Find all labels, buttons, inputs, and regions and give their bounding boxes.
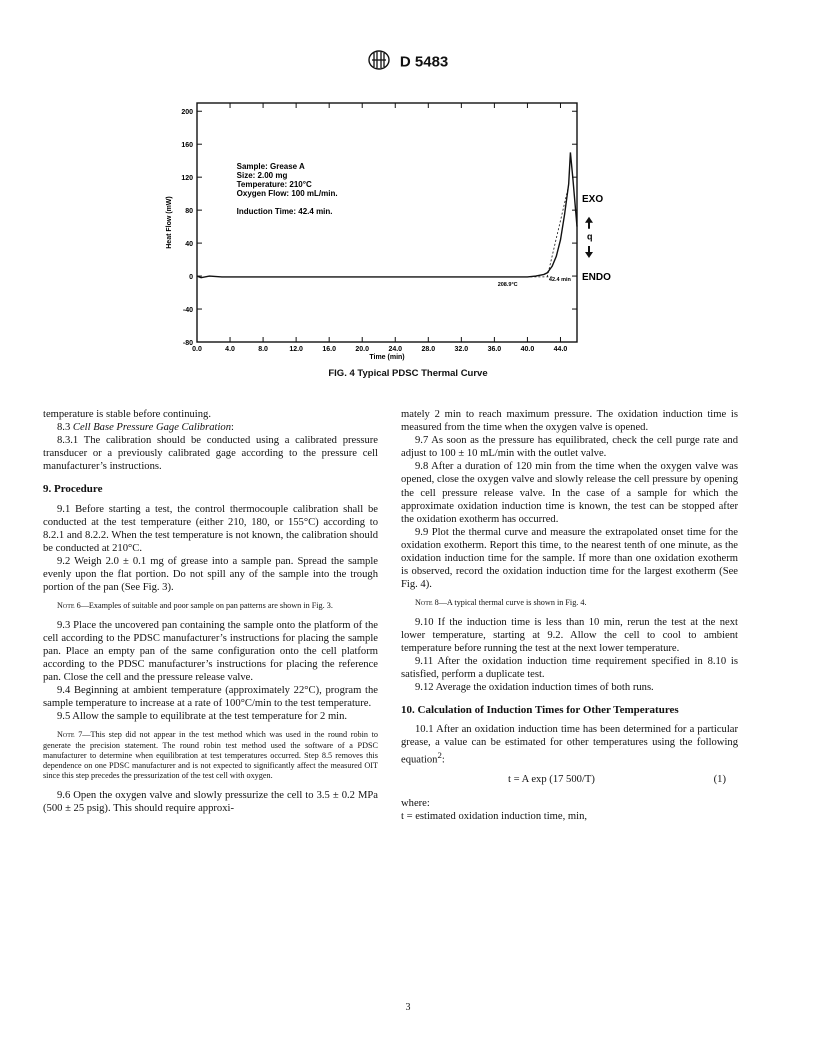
y-tick-label: -80	[182, 340, 193, 347]
x-tick-label: 24.0	[388, 346, 403, 353]
paragraph: 9.9 Plot the thermal curve and measure the extrapolated onset time for the oxidation exotherm. Report this time, to the nearest tenth of one minute, as the oxidation induction time for the sample. If more than one oxidation exotherm is observed, record the oxidation induction time for the largest exotherm (See Fig. 4).	[401, 526, 738, 591]
astm-logo-icon	[368, 50, 390, 74]
paragraph: 9.8 After a duration of 120 min from the time when the oxygen valve was opened, close the oxygen valve and slowly release the cell pressure by opening the cell pressure release valve. In the case of a sample for which the approximate oxidation induction time is known, the test can be stopped after the oxidation exotherm has occurred.	[401, 461, 738, 525]
where-label: where:	[401, 798, 430, 810]
equation-text: t = A exp (17 500/T)	[508, 774, 595, 786]
paragraph: mately 2 min to reach maximum pressure. The oxidation induction time is measured from the time when the oxygen valve is opened.	[401, 409, 738, 434]
figure-caption: FIG. 4 Typical PDSC Thermal Curve	[328, 368, 488, 379]
note: Note 7—This step did not appear in the test method which was used in the round robin to generate the precision statement. The round robin test method used the software of a PDSC manufacturer to determine when equilibration at test temperatures occurred. Step 8.5 removes this dependence on one PDSC manufacturer and is not expected to significantly affect the measured OIT since this step precedes the pressurization of the test cell with oxygen.	[43, 730, 378, 781]
endo-label: ENDO	[582, 272, 611, 284]
onset-label: 42.4 min	[548, 277, 571, 284]
x-tick-label: 36.0	[487, 346, 502, 353]
x-axis-label: Time (min)	[369, 354, 405, 361]
y-tick-label: 40	[185, 241, 193, 249]
onset-tangent	[547, 185, 568, 276]
y-tick-label: -40	[182, 307, 193, 315]
paragraph: 9.12 Average the oxidation induction times of both runs.	[415, 682, 654, 694]
x-tick-label: 12.0	[289, 346, 303, 353]
paragraph: 9.10 If the induction time is less than 10 min, rerun the test at the next lower temperature, starting at 9.2. Allow the cell to cool to ambient temperature before running the test at the next lower temperature.	[401, 616, 738, 654]
y-tick-label: 0	[189, 274, 193, 282]
equation-1	[401, 773, 738, 789]
paragraph: 9.2 Weigh 2.0 ± 0.1 mg of grease into a sample pan. Spread the sample evenly upon the flat portion. Do not spill any of the sample into the trough portion of the pan (See Fig. 3).	[43, 555, 378, 594]
note: Note 6—Examples of suitable and poor sample on pan patterns are shown in Fig. 3.	[57, 601, 333, 611]
section-heading: 10. Calculation of Induction Times for Other Temperatures	[401, 704, 679, 717]
y-axis-label: Heat Flow (mW)	[166, 196, 173, 249]
pdsc-chart	[160, 85, 630, 375]
y-tick-label: 80	[185, 208, 193, 216]
arrow-down-icon	[585, 246, 593, 258]
section-8-3: 8.3 Cell Base Pressure Gage Calibration:	[57, 422, 234, 434]
x-tick-label: 44.0	[553, 346, 568, 353]
right-column	[401, 408, 738, 823]
paragraph: 9.4 Beginning at ambient temperature (approximately 22°C), program the sample temperature to increase at a rate of 100°C/min to the test temperature.	[43, 684, 378, 710]
annotation-line: Oxygen Flow: 100 mL/min.	[236, 188, 338, 198]
equation-number: (1)	[713, 774, 726, 786]
paragraph: 9.1 Before starting a test, the control thermocouple calibration shall be conducted at the test temperature (either 210, 180, or 155°C) according to 8.2.1 and 8.2.2. When the test temperature is not known, the calibration should be conducted at 210°C.	[43, 503, 378, 554]
paragraph: 9.5 Allow the sample to equilibrate at the test temperature for 2 min.	[57, 711, 348, 723]
annotation-line: Temperature: 210°C	[236, 179, 312, 189]
paragraph: 9.3 Place the uncovered pan containing the sample onto the platform of the cell according to the PDSC manufacturer’s instructions for placing the sample pan. Place an empty pan of the same configuration onto the cell platform according to the PDSC manufacturer’s instructions for placing the reference pan. Close the cell and the pressure release valve.	[43, 619, 378, 683]
paragraph: temperature is stable before continuing.	[43, 409, 211, 420]
x-tick-label: 20.0	[355, 346, 370, 353]
x-tick-label: 16.0	[322, 346, 336, 353]
page-header	[0, 50, 816, 74]
induction-time-label: Induction Time: 42.4 min.	[236, 206, 333, 216]
page-number: 3	[405, 1002, 411, 1013]
left-column	[43, 408, 378, 815]
x-tick-label: 28.0	[421, 346, 436, 353]
q-label: q	[587, 231, 593, 242]
x-tick-label: 32.0	[454, 346, 469, 353]
paragraph: 9.6 Open the oxygen valve and slowly pressurize the cell to 3.5 ± 0.2 MPa (500 ± 25 psig). This should require approxi-	[43, 789, 378, 814]
paragraph: 8.3.1 The calibration should be conducted using a calibrated pressure transducer or a previously calibrated gage according to the pressure cell manufacturer’s instructions.	[43, 435, 378, 473]
section-heading: 9. Procedure	[43, 483, 103, 496]
thermal-curve-figure	[160, 85, 630, 375]
designation: D 5483	[399, 53, 449, 71]
annotation-line: Size: 2.00 mg	[236, 170, 288, 180]
x-tick-label: 4.0	[225, 346, 235, 353]
y-tick-label: 200	[181, 109, 193, 117]
temperature-mark: 208.9°C	[497, 281, 518, 288]
exo-label: EXO	[582, 193, 604, 205]
definition-t: t = estimated oxidation induction time, min,	[401, 811, 588, 823]
arrow-up-icon	[585, 217, 593, 229]
x-tick-label: 40.0	[520, 346, 535, 353]
note: Note 8—A typical thermal curve is shown in Fig. 4.	[415, 598, 587, 608]
paragraph: 9.7 As soon as the pressure has equilibrated, check the cell purge rate and adjust to 100 ± 10 mL/min with the outlet valve.	[401, 435, 738, 460]
paragraph: 9.11 After the oxidation induction time requirement specified in 8.10 is satisfied, perform a duplicate test.	[401, 655, 738, 680]
plot-frame	[197, 103, 577, 342]
x-tick-label: 8.0	[258, 346, 268, 353]
paragraph: 10.1 After an oxidation induction time has been determined for a particular grease, a value can be estimated for other temperatures using the following equation$^2$:	[401, 724, 738, 766]
y-tick-label: 160	[181, 142, 193, 150]
y-tick-label: 120	[181, 175, 193, 183]
x-tick-label: 0.0	[192, 346, 202, 353]
annotation-line: Sample: Grease A	[236, 161, 305, 171]
